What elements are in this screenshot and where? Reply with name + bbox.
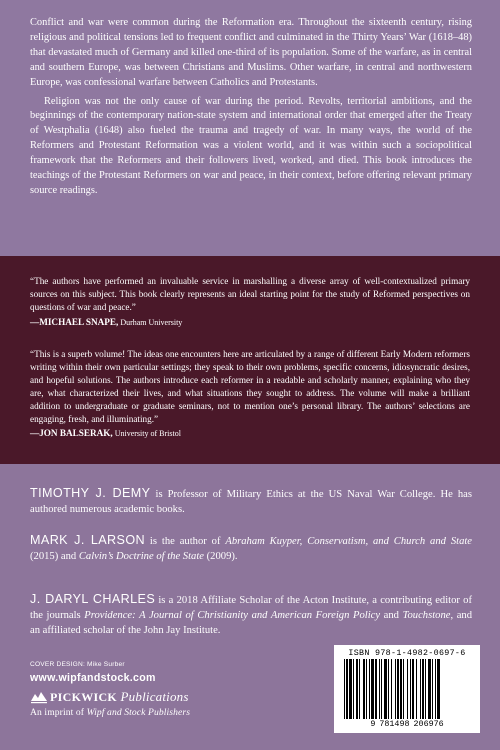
barcode-bar [422,659,424,719]
barcode-bar [403,659,404,719]
endorsement-1 [30,275,470,330]
barcode-bar [428,659,431,719]
barcode-bar [425,659,426,719]
barcode-bar [407,659,408,719]
barcode-bar [395,659,396,719]
isbn-digit-group-3: 206976 [413,719,444,729]
barcode-bar [353,659,354,719]
barcode-bar [359,659,360,719]
barcode-bar [381,659,382,719]
endorsement-1-institution: Durham University [120,317,183,327]
imprint-prefix: An imprint of [30,707,87,718]
author-name-larson: MARK J. LARSON [30,533,146,547]
endorsement-1-attribution [30,316,470,330]
author-text-charles-b: and [380,610,403,622]
author-text-larson-a: is the author of [145,536,226,547]
barcode-bar [435,659,436,719]
imprint-publisher: Wipf and Stock Publishers [86,707,191,718]
barcode-bar [410,659,411,719]
author-name-demy: TIMOTHY J. DEMY [30,486,151,500]
book-title-calvin: Calvin’s Doctrine of the State [78,551,204,563]
publisher-name [50,689,189,705]
barcode [342,659,472,719]
barcode-bar [363,659,365,719]
publisher-name-main: PICKWICK [50,690,118,704]
barcode-bar [344,659,345,719]
barcode-bar [400,659,402,719]
author-bio-larson [30,533,472,564]
barcode-bar [388,659,389,719]
endorsement-2-name: —JON BALSERAK, [30,428,113,439]
imprint-line [30,707,190,718]
endorsement-2-institution: University of Bristol [114,429,181,439]
endorsement-2-text: “This is a superb volume! The ideas one encounters here are articulated by a range of different Early Modern reformers writing within their own particular settings; they speak to their own problems, specific concerns, idiosyncratic desires, and hopeful solutions. The authors introduce each reformer in a readable and scholarly manner, explaining who they are, what characterized their lives, and what situations they sought to address. The volume will make a brilliant addition to undergraduate or graduate seminars, not to mention one’s personal library. The authors’ selections are engaging, fresh, and illuminating.” [30,349,470,424]
author-name-charles: J. DARYL CHARLES [30,592,156,606]
author-text-charles-c: , and an affiliated scholar of the John Jay Institute. [30,610,473,637]
isbn-label: ISBN 978-1-4982-0697-6 [348,648,466,658]
barcode-bar [371,659,374,719]
description-paragraph-1: Conflict and war were common during the Reformation era. Throughout the sixteenth century, rising religious and political tensions led to frequent conflict and culminated in the Thirty Years’ War (1618–48) that devastated much of Germany and killed one-third of its population. Some of the warfare, as in central and southern Europe, was between Christians and Muslims. Other warfare, in central and northwestern Europe, was confessional warfare between Catholics and Protestants. [30,17,472,88]
author-text-larson-c: (2009). [204,551,238,563]
isbn-digit-group-2: 781498 [379,719,410,729]
barcode-bar [432,659,433,719]
publisher-name-rest: Publications [117,689,189,704]
barcode-bar [349,659,352,719]
isbn-digits [334,719,480,729]
author-bio-demy [30,486,472,517]
barcode-box [334,645,480,733]
book-title-kuyper: Abraham Kuyper, Conservatism, and Church and State [225,536,473,547]
author-bio-charles [30,592,472,639]
barcode-bar [416,659,417,719]
endorsement-2-attribution [30,427,470,441]
barcode-bar [437,659,440,719]
barcode-bar [379,659,380,719]
journal-title-providence: Providence: A Journal of Christianity and American Foreign Policy [84,610,381,622]
cover-design-credit: COVER DESIGN: Mike Surber [30,661,125,668]
barcode-bar [397,659,399,719]
endorsement-2 [30,348,470,441]
endorsement-1-text: “The authors have performed an invaluable service in marshalling a diverse array of well-contextualized primary sources on this subject. This book clearly represents an ideal starting point for the study of Reformed perspectives on questions of war and peace.” [30,276,470,312]
pickwick-logo-icon [30,690,48,704]
barcode-bar [346,659,348,719]
barcode-bar [356,659,358,719]
author-text-larson-b: (2015) and [30,551,79,563]
isbn-digit-group-1: 9 [370,719,376,729]
publisher-logo [30,688,189,706]
barcode-bar [366,659,367,719]
description-paragraph-2: Religion was not the only cause of war during the period. Revolts, territorial ambitions, and the beginnings of the contemporary nation-state system and international order that emerged after the Treaty of Westphalia (1648) also fueled the trauma and tragedy of war. In many ways, the world of the Reformers and Protestant Reformation was a violent world, and it was within such a sociopolitical framework that the Reformers and their followers lived, worked, and died. This book introduces the teachings of the Protestant Reformers on war and peace, in their context, before offering relevant primary source readings. [30,95,472,196]
endorsement-1-name: —MICHAEL SNAPE, [30,316,119,327]
barcode-bar [384,659,387,719]
barcode-bar [369,659,370,719]
publisher-website: www.wipfandstock.com [30,672,156,684]
book-description [30,16,472,199]
barcode-bar [412,659,414,719]
author-text-demy: is Professor of Military Ethics at the US Naval War College. He has authored numerous academic books. [30,489,472,516]
journal-title-touchstone: Touchstone [402,610,451,622]
barcode-bar [391,659,392,719]
barcode-bar [375,659,377,719]
author-text-charles-a: is a 2018 Affiliate Scholar of the Acton Institute, a contributing editor of the journals [30,595,472,622]
barcode-bar [420,659,421,719]
